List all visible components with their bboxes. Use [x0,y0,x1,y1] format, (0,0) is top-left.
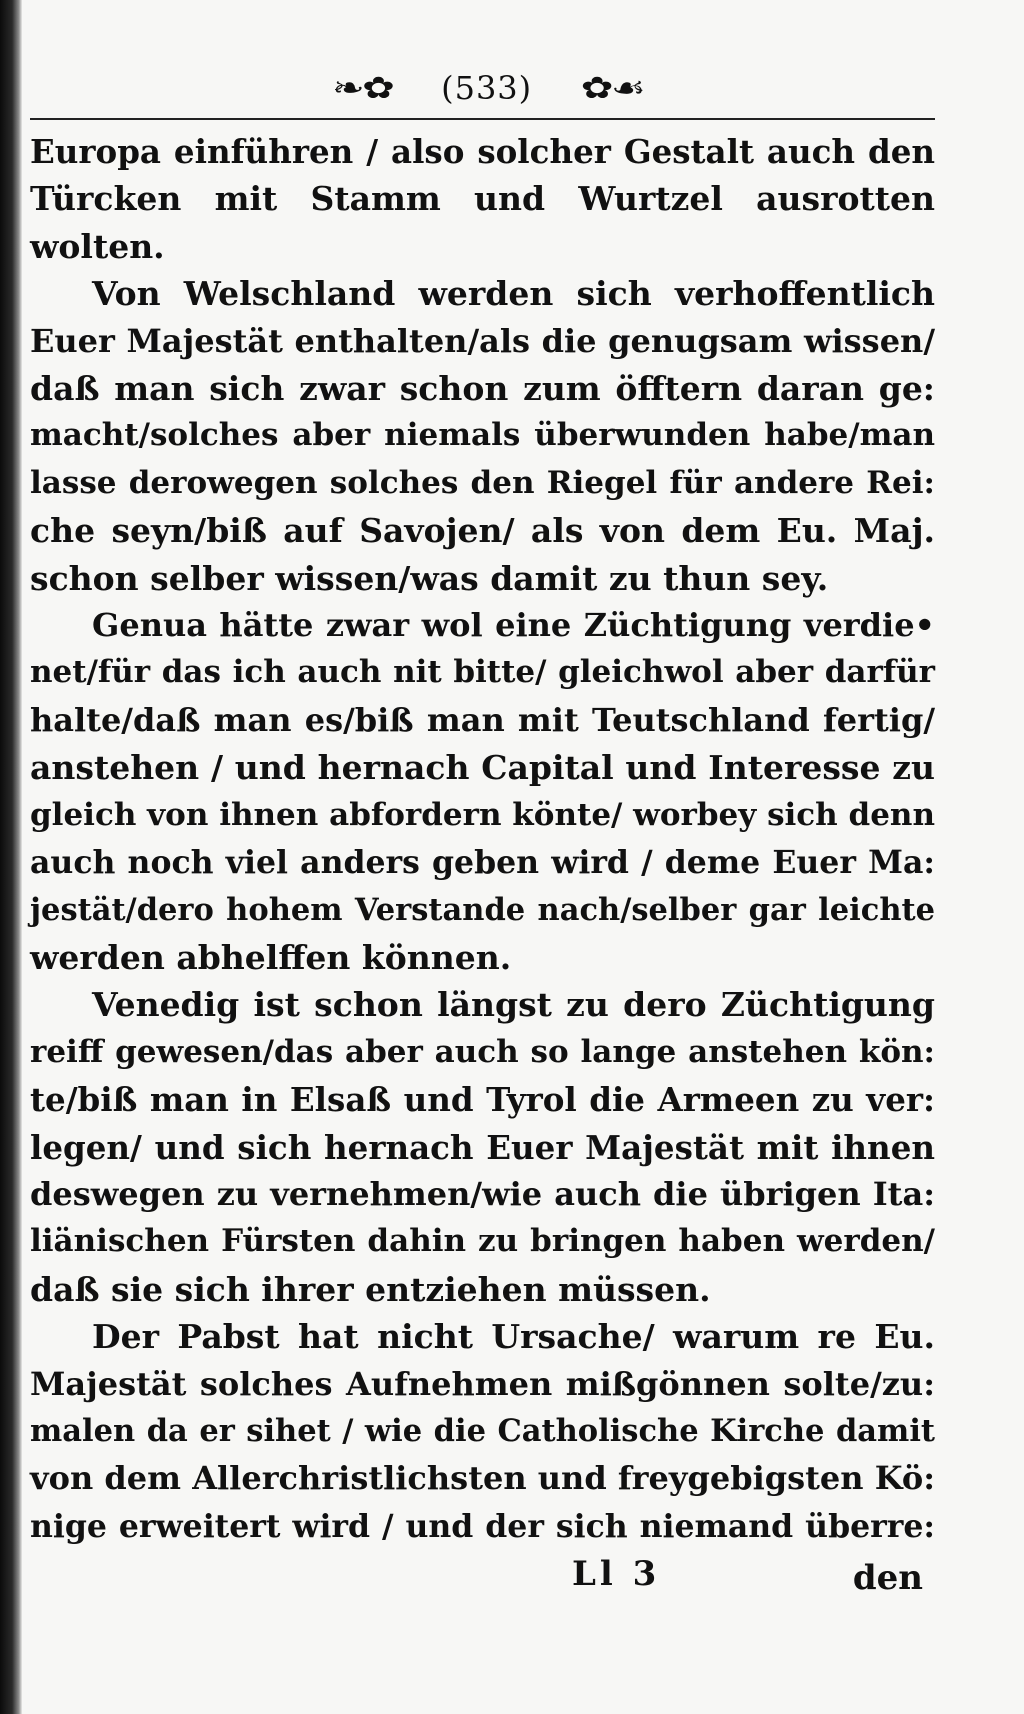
paragraph-3 [30,602,935,981]
paragraph-2 [30,270,935,602]
text-line: Türcken mit Stamm und Wurtzel ausrotten [30,179,935,219]
left-ornament-icon: ❧✿ [331,70,393,106]
page-number: (533) [441,69,533,107]
text-line: von dem Allerchristlichsten und freygebigsten Kö: [30,1459,935,1498]
paragraph-4 [30,981,935,1313]
text-line: reiff gewesen/das aber auch so lange anstehen kön: [30,1033,935,1070]
text-line: gleich von ihnen abfordern könte/ worbey sich denn [30,796,935,833]
text-line: Euer Majestät enthalten/als die genugsam wissen/ [30,321,935,360]
running-header [30,60,945,116]
text-line: net/für das ich auch nit bitte/ gleichwol aber darfür [30,654,935,691]
text-line: anstehen / und hernach Capital und Interesse zu [30,748,935,788]
text-line: daß man sich zwar schon zum öfftern daran ge: [30,369,935,409]
text-line: daß sie sich ihrer entziehen müssen. [30,1269,711,1309]
text-line: legen/ und sich hernach Euer Majestät mit ihnen [30,1127,935,1167]
text-line: auch noch viel anders geben wird / deme Euer Ma: [30,844,935,882]
text-line: schon selber wissen/was damit zu thun sey. [30,558,829,598]
text-line: deswegen zu vernehmen/wie auch die übrigen Ita: [30,1174,935,1213]
text-line: wolten. [30,226,165,266]
text-line: nige erweitert wird / und der sich niemand überre: [30,1507,935,1545]
text-line: Venedig ist schon längst zu dero Züchtigung [92,985,935,1025]
text-line: Europa einführen / also solcher Gestalt auch den [30,132,935,171]
book-binding-shadow [0,0,22,1714]
text-line: liänischen Fürsten dahin zu bringen haben werden/ [30,1223,935,1260]
body-text [30,128,935,1550]
text-line: halte/daß man es/biß man mit Teutschland fertig/ [30,700,935,739]
text-line: Genua hätte zwar wol eine Züchtigung verdie• [92,606,935,645]
text-line: Von Welschland werden sich verhoffentlich [92,274,935,314]
paragraph-5 [30,1313,935,1550]
text-line: Der Pabst hat nicht Ursache/ warum re Eu. [92,1317,935,1357]
right-ornament-icon: ✿☙ [580,70,644,106]
text-line: Majestät solches Aufnehmen mißgönnen solte/zu: [30,1364,935,1403]
text-line: te/biß man in Elsaß und Tyrol die Armeen zu ver: [30,1080,935,1120]
page-footer [30,1550,935,1610]
text-line: macht/solches aber niemals überwunden habe/man [30,417,935,454]
text-line: lasse derowegen solches den Riegel für andere Rei: [30,464,935,501]
text-line: malen da er sihet / wie die Catholische Kirche damit [30,1412,935,1449]
book-page [30,60,945,1610]
text-line: jestät/dero hohem Verstande nach/selber gar leichte [30,891,935,928]
text-line: werden abhelffen können. [30,937,512,977]
signature-mark: Ll 3 [572,1554,661,1595]
paragraph-1 [30,128,935,270]
catchword: den [852,1558,923,1599]
header-rule [30,118,935,120]
text-line: che seyn/biß auf Savojen/ als von dem Eu. Maj. [30,511,935,551]
